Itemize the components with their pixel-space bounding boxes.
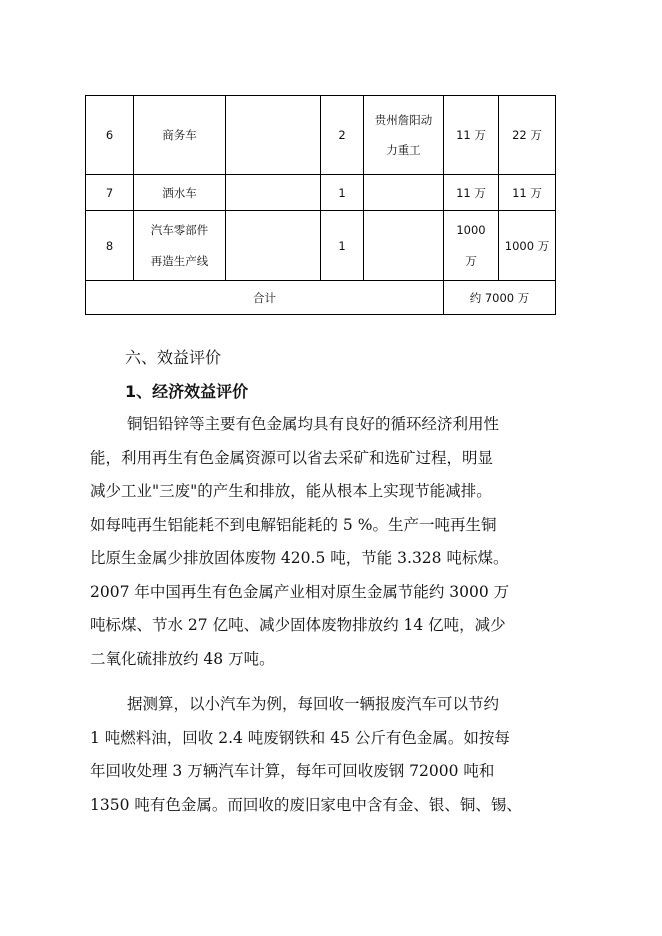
cell-no: 6 [86,96,134,175]
cell-line: 1000 [456,222,486,237]
cell-spec [226,211,321,281]
paragraph-line: 1350 吨有色金属。而回收的废旧家电中含有金、银、铜、锡、 [90,795,522,814]
paragraph-line: 如每吨再生铝能耗不到电解铝能耗的 5 %。生产一吨再生铜 [90,515,497,534]
cell-name [134,96,226,175]
cell-qty: 1 [321,211,364,281]
section-heading: 六、效益评价 [125,348,222,367]
cell-no: 7 [86,175,134,211]
cell-line: 汽车零部件 [150,222,209,237]
total-label: 合计 [86,281,444,315]
cell-spec [226,175,321,211]
cell-no: 8 [86,211,134,281]
cell-line: 商务车 [162,128,197,142]
cell-total: 22 万 [499,96,556,175]
paragraph-line: 年回收处理 3 万辆汽车计算，每年可回收废钢 72000 吨和 [90,762,495,780]
cell-line: 贵州詹阳动 [374,113,433,127]
cell-supplier [364,175,444,211]
table-row [86,211,556,281]
cell-total: 11 万 [499,175,556,211]
total-value: 约 7000 万 [444,281,556,315]
cell-name [134,175,226,211]
equipment-table [85,95,556,315]
cell-qty: 2 [321,96,364,175]
paragraph-line: 减少工业"三废"的产生和排放，能从根本上实现节能减排。 [90,482,492,500]
cell-line: 11 万 [456,128,486,142]
paragraph-line: 吨标煤、节水 27 亿吨、减少固体废物排放约 14 亿吨，减少 [90,616,506,634]
table-row [86,96,556,175]
cell-supplier [364,96,444,175]
cell-price [444,96,499,175]
paragraph-line: 铜铝铅锌等主要有色金属均具有良好的循环经济利用性 [127,415,500,433]
cell-supplier [364,211,444,281]
paragraph-line: 能，利用再生有色金属资源可以省去采矿和选矿过程，明显 [90,448,494,467]
cell-spec [226,96,321,175]
cell-price [444,175,499,211]
cell-line: 再造生产线 [150,253,209,268]
paragraph-line: 比原生金属少排放固体废物 420.5 吨，节能 3.328 吨标煤。 [90,549,509,567]
paragraph-line: 1 吨燃料油，回收 2.4 吨废钢铁和 45 公斤有色金属。如按每 [90,728,510,747]
paragraph [90,408,570,676]
table-row [86,175,556,211]
cell-price [444,211,499,281]
cell-line: 力重工 [386,143,421,157]
cell-name [134,211,226,281]
paragraph-line: 2007 年中国再生有色金属产业相对原生金属节能约 3000 万 [90,582,510,601]
paragraph-line: 二氧化硫排放约 48 万吨。 [90,649,275,668]
cell-total: 1000 万 [499,211,556,281]
section-subheading: 1、经济效益评价 [125,382,249,401]
table-total-row [86,281,556,315]
paragraph [90,688,570,822]
cell-line: 洒水车 [162,185,197,200]
cell-line: 11 万 [456,185,486,200]
paragraph-line: 据测算，以小汽车为例，每回收一辆报废汽车可以节约 [127,695,500,713]
cell-line: 万 [465,253,477,268]
cell-qty: 1 [321,175,364,211]
